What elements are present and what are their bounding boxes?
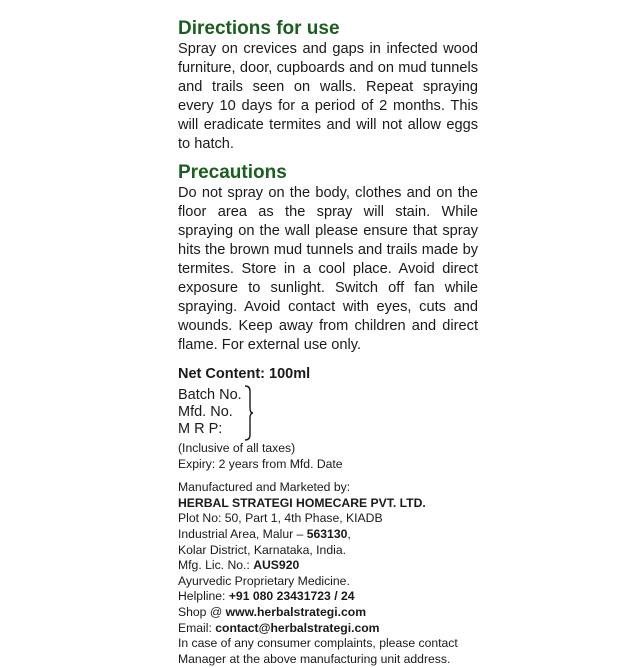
address-line-1: Plot No: 50, Part 1, 4th Phase, KIADB: [178, 511, 383, 526]
email-address: contact@herbalstrategi.com: [215, 620, 380, 635]
net-content: Net Content: 100ml: [178, 366, 311, 382]
directions-heading: Directions for use: [178, 18, 340, 39]
company-name: HERBAL STRATEGI HOMECARE PVT. LTD.: [178, 495, 426, 510]
taxes-note: (Inclusive of all taxes): [178, 441, 296, 455]
mrp-label: M R P:: [178, 421, 223, 437]
shop-line: Shop @ www.herbalstrategi.com: [178, 604, 367, 619]
shop-url: www.herbalstrategi.com: [225, 604, 367, 619]
batch-no-label: Batch No.: [178, 387, 242, 403]
precautions-text: Do not spray on the body, clothes and on the floor area as the spray will stain. While spraying on the wall please ensure that spray hits the brown mud tunnels and trails made by termites. Store in a cool place. Avoid direct exposure to sunlight. Switch off fan while spraying. Avoid contact with eyes, cuts and wounds. Keep away from children and direct flame. For external use only.: [178, 185, 478, 353]
address-line-2: Industrial Area, Malur – 563130,: [178, 526, 351, 541]
helpline-line: Helpline: +91 080 23431723 / 24: [178, 589, 355, 604]
precautions-heading: Precautions: [178, 162, 287, 183]
product-label: [178, 14, 478, 667]
email-line: Email: contact@herbalstrategi.com: [178, 620, 380, 635]
batch-block: [178, 387, 318, 441]
product-category: Ayurvedic Proprietary Medicine.: [178, 573, 350, 588]
pincode: 563130: [306, 526, 348, 541]
complaints-line-1: In case of any consumer complaints, please contact: [178, 636, 458, 651]
complaints-line-2: Manager at the above manufacturing unit address.: [178, 651, 451, 666]
address-line-3: Kolar District, Karnataka, India.: [178, 542, 346, 557]
expiry-text: Expiry: 2 years from Mfd. Date: [178, 456, 343, 471]
brace-icon: [244, 385, 254, 441]
license-line: Mfg. Lic. No.: AUS920: [178, 558, 300, 573]
manufacturer-intro: Manufactured and Marketed by:: [178, 480, 351, 495]
mfd-no-label: Mfd. No.: [178, 404, 233, 420]
directions-text: Spray on crevices and gaps in infected wood furniture, door, cupboards and on mud tunnels and trails seen on walls. Repeat spraying every 10 days for a period of 2 months. This will eradicate termites and will not allow eggs to hatch.: [178, 41, 478, 152]
license-number: AUS920: [253, 558, 300, 573]
helpline-number: +91 080 23431723 / 24: [228, 589, 355, 604]
